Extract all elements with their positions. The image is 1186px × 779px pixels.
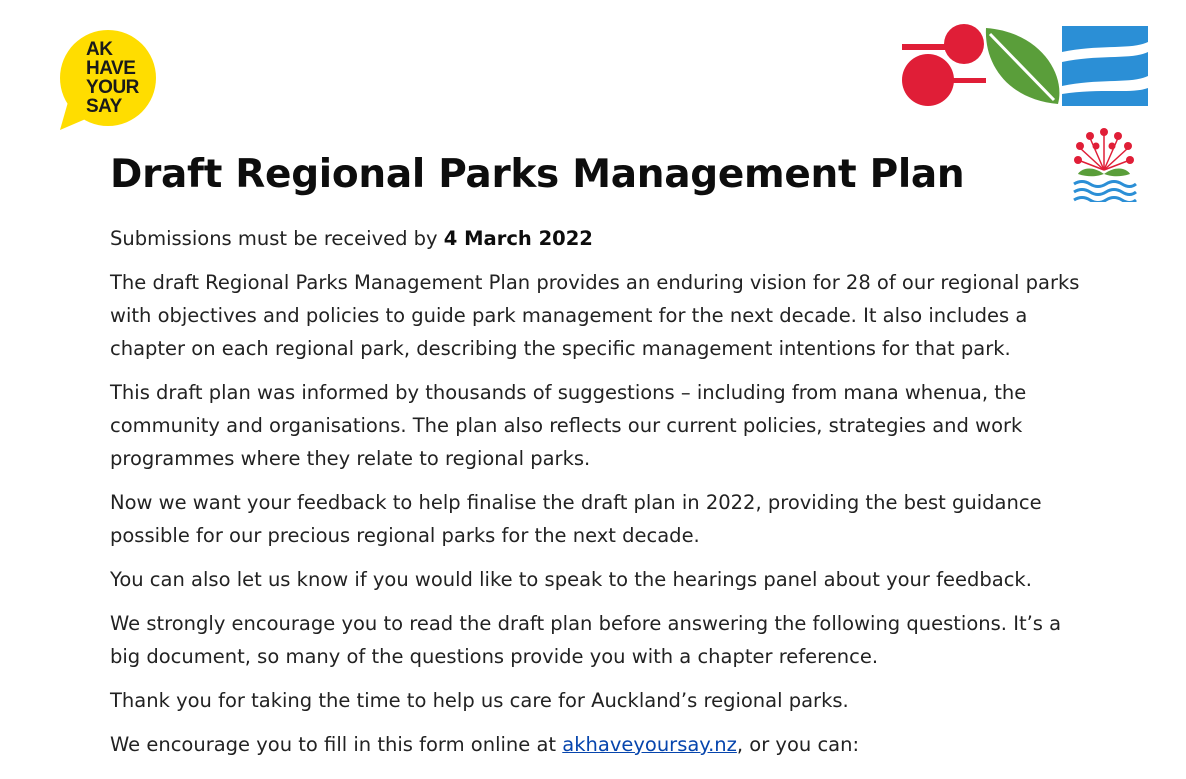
paragraph-hearings: You can also let us know if you would like to speak to the hearings panel about your feedback. [110,568,1032,591]
paragraph-thanks: Thank you for taking the time to help us care for Auckland’s regional parks. [110,689,849,712]
deadline-date: 4 March 2022 [443,227,593,250]
paragraph-read-plan: We strongly encourage you to read the draft plan before answering the following questions. It’s a big document, so many of the questions provide you with a chapter reference. [110,612,1062,668]
auckland-council-logo [1070,126,1138,202]
document-title: Draft Regional Parks Management Plan [110,152,965,197]
paragraph-intro: The draft Regional Parks Management Plan provides an enduring vision for 28 of our regional parks with objectives and policies to guide park management for the next decade. It also includes a chapter on each regional park, describing the specific management intentions for that park. [110,271,1080,360]
pohutukawa-flower-icon [1074,128,1134,176]
deadline-line: Submissions must be received by 4 March 2022 [110,227,593,250]
water-waves-icon [1062,26,1148,106]
online-line: We encourage you to fill in this form online at akhaveyoursay.nz, or you can: [110,733,860,756]
pohutukawa-icon [902,24,986,106]
waves-icon [1074,182,1136,203]
akhaveyoursay-link[interactable]: akhaveyoursay.nz [562,733,737,756]
leaf-icon [986,28,1060,104]
paragraph-feedback: Now we want your feedback to help finalise the draft plan in 2022, providing the best guidance possible for our precious regional parks for the next decade. [110,491,1042,547]
paragraph-informed: This draft plan was informed by thousands of suggestions – including from mana whenua, the community and organisations. The plan also reflects our current policies, strategies and work programmes where they relate to regional parks. [110,381,1027,470]
ak-have-your-say-logo [58,30,160,132]
logo-text: AK HAVE YOUR SAY [86,39,139,117]
regional-parks-logo [900,22,1150,110]
document-body [110,222,1090,772]
